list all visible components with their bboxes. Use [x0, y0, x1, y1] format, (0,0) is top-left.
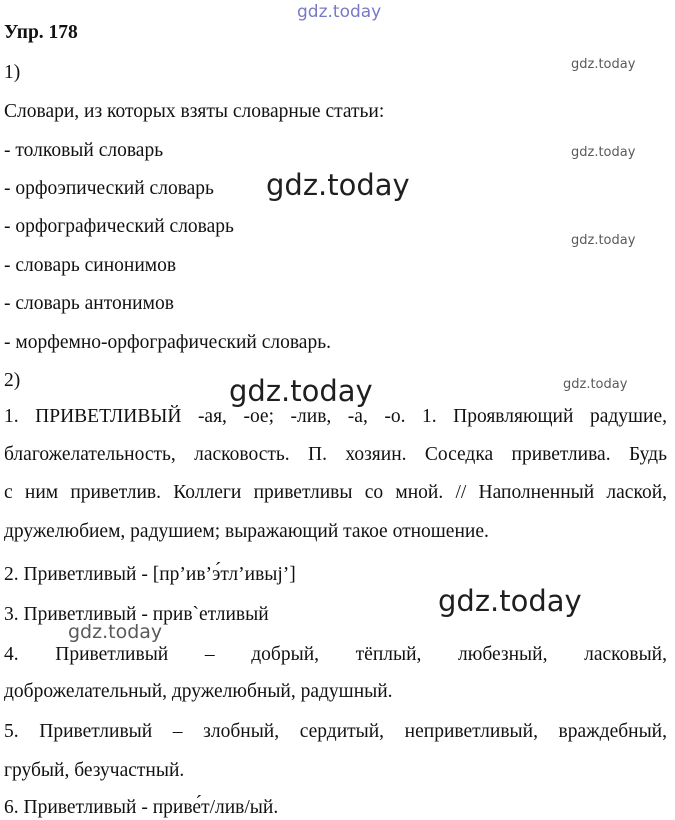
- entry-6: 6. Приветливый - приве́т/лив/ый.: [4, 797, 279, 818]
- watermark: gdz.today: [571, 233, 636, 248]
- watermark: gdz.today: [229, 374, 373, 408]
- entry-1-line: 1. ПРИВЕТЛИВЫЙ -ая, -ое; -лив, -а, -о. 1. Проявляющий радушие,: [4, 406, 667, 427]
- dictionary-item: - орфоэпический словарь: [4, 178, 214, 199]
- dictionary-item: - толковый словарь: [4, 140, 164, 161]
- dictionary-item: - морфемно-орфографический словарь.: [4, 332, 331, 353]
- watermark: gdz.today: [68, 621, 163, 643]
- entry-1-line: дружелюбием, радушием; выражающий такое отношение.: [4, 521, 489, 542]
- dictionary-item: - орфографический словарь: [4, 216, 234, 237]
- dictionary-item: - словарь синонимов: [4, 255, 177, 276]
- part-2-label: 2): [4, 370, 21, 391]
- entry-4-line: 4. Приветливый – добрый, тёплый, любезный, ласковый,: [4, 644, 667, 665]
- entry-5-line: 5. Приветливый – злобный, сердитый, неприветливый, враждебный,: [4, 721, 667, 742]
- entry-5-line: грубый, безучастный.: [4, 760, 185, 781]
- entry-4-line: доброжелательный, дружелюбный, радушный.: [4, 681, 393, 702]
- watermark: gdz.today: [297, 2, 382, 22]
- watermark: gdz.today: [266, 168, 410, 202]
- watermark: gdz.today: [571, 145, 636, 160]
- dictionary-item: - словарь антонимов: [4, 293, 174, 314]
- entry-2: 2. Приветливый - [пр’ив’э́тл’ивыj’]: [4, 564, 296, 585]
- watermark: gdz.today: [563, 377, 628, 392]
- watermark: gdz.today: [571, 57, 636, 72]
- watermark: gdz.today: [438, 584, 582, 618]
- entry-1-line: с ним приветлив. Коллеги приветливы со мной. // Наполненный лаской,: [4, 482, 667, 503]
- exercise-title: Упр. 178: [4, 22, 78, 43]
- entry-3: 3. Приветливый - прив`етливый: [4, 604, 269, 625]
- dictionaries-intro: Словари, из которых взяты словарные статьи:: [4, 101, 385, 122]
- entry-1-line: благожелательность, ласковость. П. хозяин. Соседка приветлива. Будь: [4, 444, 667, 465]
- part-1-label: 1): [4, 62, 21, 83]
